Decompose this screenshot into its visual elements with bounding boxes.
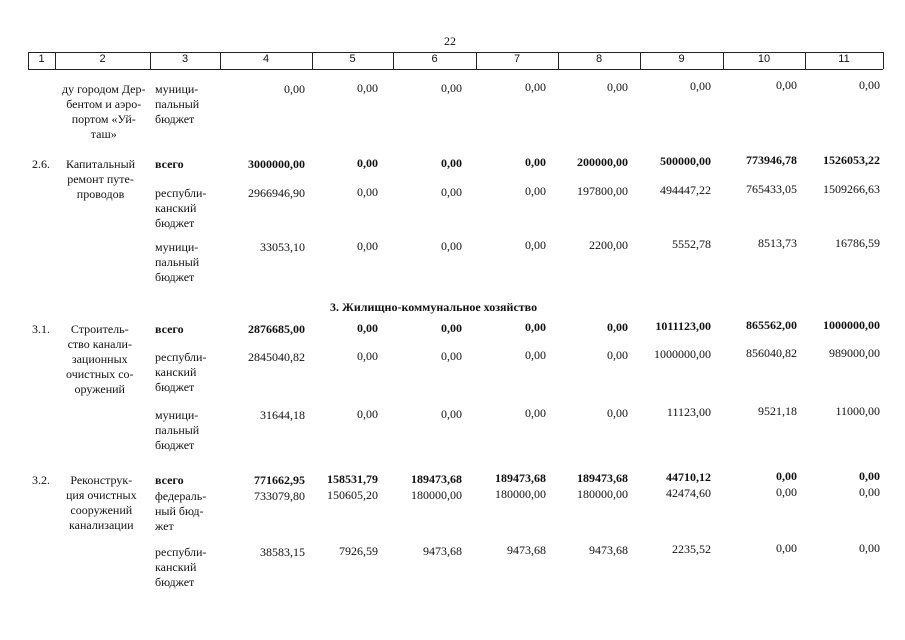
value-cell: 0,00 [357,407,378,421]
value-cell: 0,00 [284,82,305,96]
value-cell: 200000,00 [577,155,628,169]
value-cell: 1011123,00 [655,319,711,333]
value-cell: 189473,68 [411,472,462,486]
funding-source: федераль- ный бюд- жет [155,489,207,533]
header-cell: 1 [38,53,45,65]
value-cell: 0,00 [859,78,880,92]
header-cell: 11 [838,53,850,65]
value-cell: 189473,68 [577,471,628,485]
value-cell: 0,00 [776,469,797,483]
header-bottom-line [28,69,883,70]
funding-source: республи- канский бюджет [155,545,207,589]
value-cell: 1000000,00 [823,318,880,332]
row-name: ду городом Дер- бентом и аэро- портом «Уй- таш» [62,82,146,141]
value-cell: 2966946,90 [248,186,305,200]
value-cell: 0,00 [525,406,546,420]
value-cell: 11123,00 [666,405,711,419]
value-cell: 197800,00 [577,184,628,198]
funding-source: всего [155,322,184,336]
row-code: 3.1. [32,322,50,336]
header-cell: 7 [513,53,521,65]
value-cell: 0,00 [441,81,462,95]
value-cell: 38583,15 [260,545,305,559]
row-name: Реконструк- ция очистных сооружений канализации [66,473,137,532]
value-cell: 0,00 [776,541,797,555]
funding-source: всего [155,473,184,487]
header-cell: 8 [595,53,603,65]
value-cell: 2876685,00 [248,322,305,336]
value-cell: 0,00 [441,349,462,363]
value-cell: 0,00 [441,239,462,253]
funding-source: республи- канский бюджет [155,186,207,230]
funding-source: республи- канский бюджет [155,350,207,394]
value-cell: 0,00 [357,185,378,199]
value-cell: 180000,00 [577,487,628,501]
value-cell: 0,00 [859,469,880,483]
value-cell: 180000,00 [495,487,546,501]
value-cell: 0,00 [776,78,797,92]
value-cell: 0,00 [859,541,880,555]
row-code: 3.2. [32,473,50,487]
value-cell: 0,00 [357,321,378,335]
value-cell: 180000,00 [411,488,462,502]
value-cell: 44710,12 [666,470,711,484]
value-cell: 33053,10 [260,240,305,254]
value-cell: 0,00 [525,184,546,198]
header-cell: 6 [431,53,438,65]
value-cell: 0,00 [690,79,711,93]
funding-source: муници- пальный бюджет [155,82,200,126]
header-cell: 5 [349,53,356,65]
value-cell: 8513,73 [758,236,797,250]
value-cell: 0,00 [441,321,462,335]
page-number: 22 [444,34,456,48]
header-cell: 10 [757,53,771,65]
row-code: 2.6. [32,157,50,171]
value-cell: 0,00 [525,320,546,334]
value-cell: 5552,78 [672,237,711,251]
value-cell: 0,00 [357,239,378,253]
value-cell: 765433,05 [746,182,797,196]
value-cell: 0,00 [525,238,546,252]
value-cell: 11000,00 [835,404,880,418]
value-cell: 1526053,22 [823,153,880,167]
value-cell: 3000000,00 [248,157,305,171]
value-cell: 7926,59 [339,544,378,558]
value-cell: 0,00 [776,485,797,499]
value-cell: 42474,60 [666,486,711,500]
value-cell: 9473,68 [589,543,628,557]
value-cell: 771662,95 [254,473,305,487]
funding-source: всего [155,157,184,171]
value-cell: 9473,68 [507,543,546,557]
header-cell: 4 [262,53,270,65]
value-cell: 989000,00 [829,346,880,360]
row-name: Строитель- ство канали- зационных очистных со- оружений [66,322,134,396]
value-cell: 494447,22 [660,183,711,197]
value-cell: 0,00 [525,80,546,94]
value-cell: 16786,59 [835,236,880,250]
value-cell: 1509266,63 [823,182,880,196]
value-cell: 0,00 [607,320,628,334]
value-cell: 733079,80 [254,489,305,503]
value-cell: 0,00 [357,349,378,363]
value-cell: 31644,18 [260,408,305,422]
header-cell: 9 [678,53,685,65]
section-heading: 3. Жилищно-коммунальное хозяйство [330,300,538,314]
value-cell: 2845040,82 [248,350,305,364]
value-cell: 2235,52 [672,542,711,556]
value-cell: 189473,68 [495,471,546,485]
row-name: Капитальный ремонт путе- проводов [66,157,136,201]
value-cell: 0,00 [441,407,462,421]
value-cell: 865562,00 [746,318,797,332]
value-cell: 773946,78 [746,153,797,167]
value-cell: 856040,82 [746,346,797,360]
value-cell: 0,00 [357,156,378,170]
header-cell: 3 [181,53,189,65]
value-cell: 0,00 [441,185,462,199]
funding-source: муници- пальный бюджет [155,408,200,452]
value-cell: 500000,00 [660,154,711,168]
value-cell: 0,00 [357,81,378,95]
header-column-divider [883,52,884,69]
value-cell: 0,00 [607,406,628,420]
value-cell: 0,00 [607,348,628,362]
funding-source: муници- пальный бюджет [155,240,200,284]
value-cell: 0,00 [525,155,546,169]
value-cell: 1000000,00 [654,347,711,361]
value-cell: 158531,79 [327,472,378,486]
value-cell: 0,00 [607,80,628,94]
value-cell: 2200,00 [589,238,628,252]
value-cell: 9473,68 [423,544,462,558]
header-cell: 2 [99,53,106,65]
value-cell: 150605,20 [327,488,378,502]
value-cell: 0,00 [525,348,546,362]
value-cell: 9521,18 [758,404,797,418]
value-cell: 0,00 [441,156,462,170]
value-cell: 0,00 [859,485,880,499]
